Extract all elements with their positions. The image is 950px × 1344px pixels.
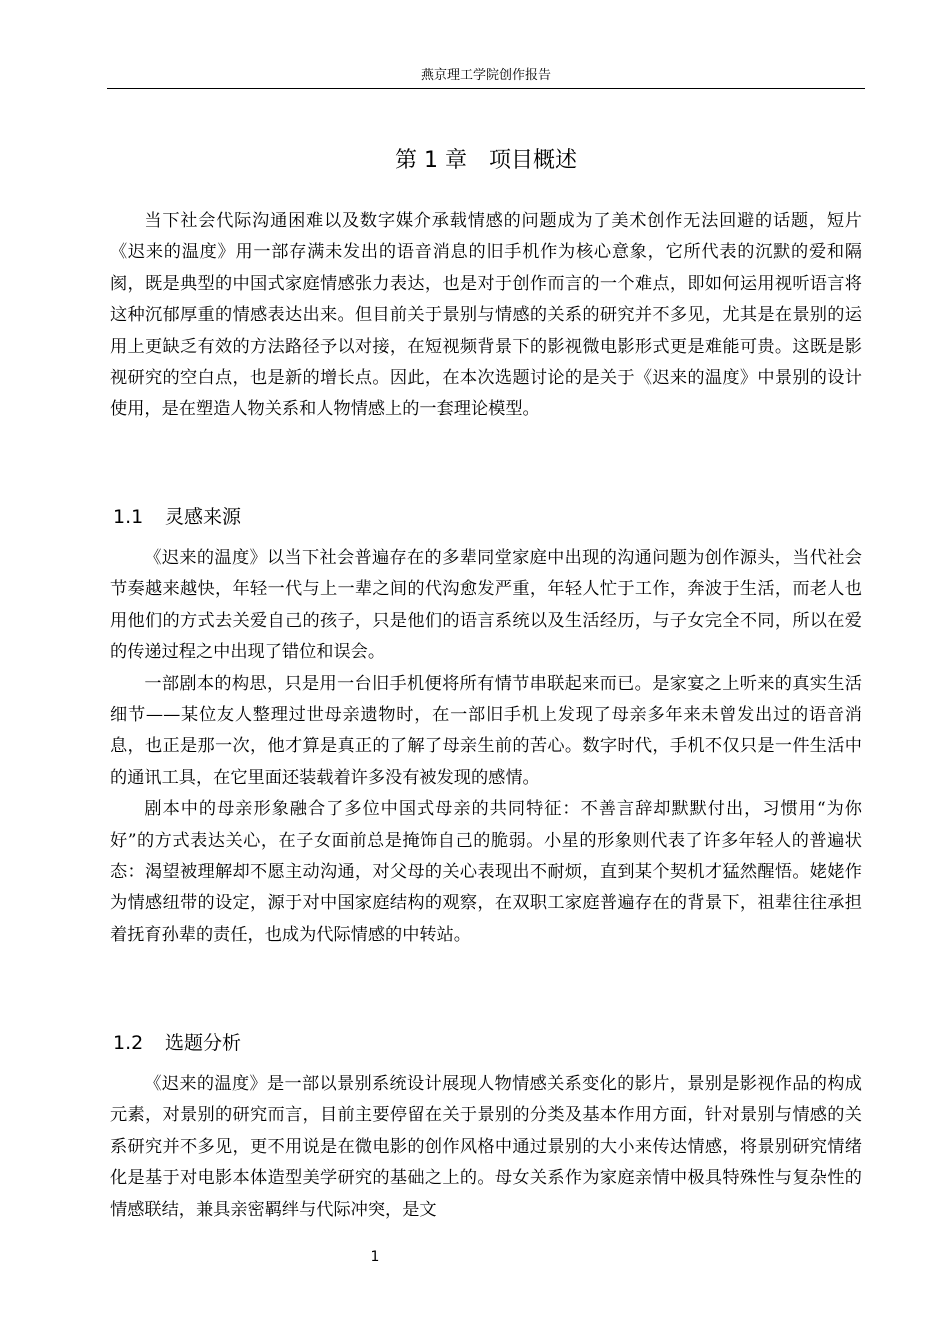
- intro-paragraph: 当下社会代际沟通困难以及数字媒介承载情感的问题成为了美术创作无法回避的话题，短片《迟来的温度》用一部存满未发出的语音消息的旧手机作为核心意象，它所代表的沉默的爱和隔阂，既是典型的中国式家庭情感张力表达，也是对于创作而言的一个难点，即如何运用视听语言将这种沉郁厚重的情感表达出来。但目前关于景别与情感的关系的研究并不多见，尤其是在景别的运用上更缺乏有效的方法路径予以对接，在短视频背景下的影视微电影形式更是难能可贵。这既是影视研究的空白点，也是新的增长点。因此，在本次选题讨论的是关于《迟来的温度》中景别的设计使用，是在塑造人物关系和人物情感上的一套理论模型。: [110, 211, 862, 420]
- section-name: 灵感来源: [165, 506, 242, 528]
- header-title: 燕京理工学院创作报告: [420, 68, 551, 83]
- section-heading-1-1: [113, 504, 241, 530]
- section-1-1-body: [110, 543, 862, 951]
- section-heading-1-2: [113, 1030, 241, 1056]
- chapter-intro: [110, 206, 862, 426]
- body-paragraph: 剧本中的母亲形象融合了多位中国式母亲的共同特征：不善言辞却默默付出，习惯用“为你好”的方式表达关心，在子女面前总是掩饰自己的脆弱。小星的形象则代表了许多年轻人的普遍状态：渴望被理解却不愿主动沟通，对父母的关心表现出不耐烦，直到某个契机才猛然醒悟。姥姥作为情感纽带的设定，源于对中国家庭结构的观察，在双职工家庭普遍存在的背景下，祖辈往往承担着抚育孙辈的责任，也成为代际情感的中转站。: [110, 799, 862, 945]
- body-paragraph: 《迟来的温度》以当下社会普遍存在的多辈同堂家庭中出现的沟通问题为创作源头，当代社会节奏越来越快，年轻一代与上一辈之间的代沟愈发严重，年轻人忙于工作，奔波于生活，而老人也用他们的方式去关爱自己的孩子，只是他们的语言系统以及生活经历，与子女完全不同，所以在爱的传递过程之中出现了错位和误会。: [110, 548, 862, 663]
- chapter-name: 项目概述: [488, 148, 577, 173]
- body-paragraph: 《迟来的温度》是一部以景别系统设计展现人物情感关系变化的影片，景别是影视作品的构成元素，对景别的研究而言，目前主要停留在关于景别的分类及基本作用方面，针对景别与情感的关系研究并不多见，更不用说是在微电影的创作风格中通过景别的大小来传达情感，将景别研究情绪化是基于对电影本体造型美学研究的基础之上的。母女关系作为家庭亲情中极具特殊性与复杂性的情感联结，兼具亲密羁绊与代际冲突，是文: [110, 1074, 862, 1220]
- chapter-title: [107, 146, 865, 176]
- body-paragraph: 一部剧本的构思，只是用一台旧手机便将所有情节串联起来而已。是家宴之上听来的真实生活细节——某位友人整理过世母亲遗物时，在一部旧手机上发现了母亲多年来未曾发出过的语音消息，也正是那一次，他才算是真正的了解了母亲生前的苦心。数字时代，手机不仅只是一件生活中的通讯工具，在它里面还装载着许多没有被发现的感情。: [110, 673, 862, 788]
- page-number: 1: [370, 1249, 380, 1265]
- section-number: 1.1: [113, 506, 144, 528]
- chapter-number: 第 1 章: [395, 148, 467, 173]
- section-name: 选题分析: [165, 1032, 242, 1054]
- section-1-2-body: [110, 1069, 862, 1226]
- page-header: [107, 66, 865, 89]
- section-number: 1.2: [113, 1032, 144, 1054]
